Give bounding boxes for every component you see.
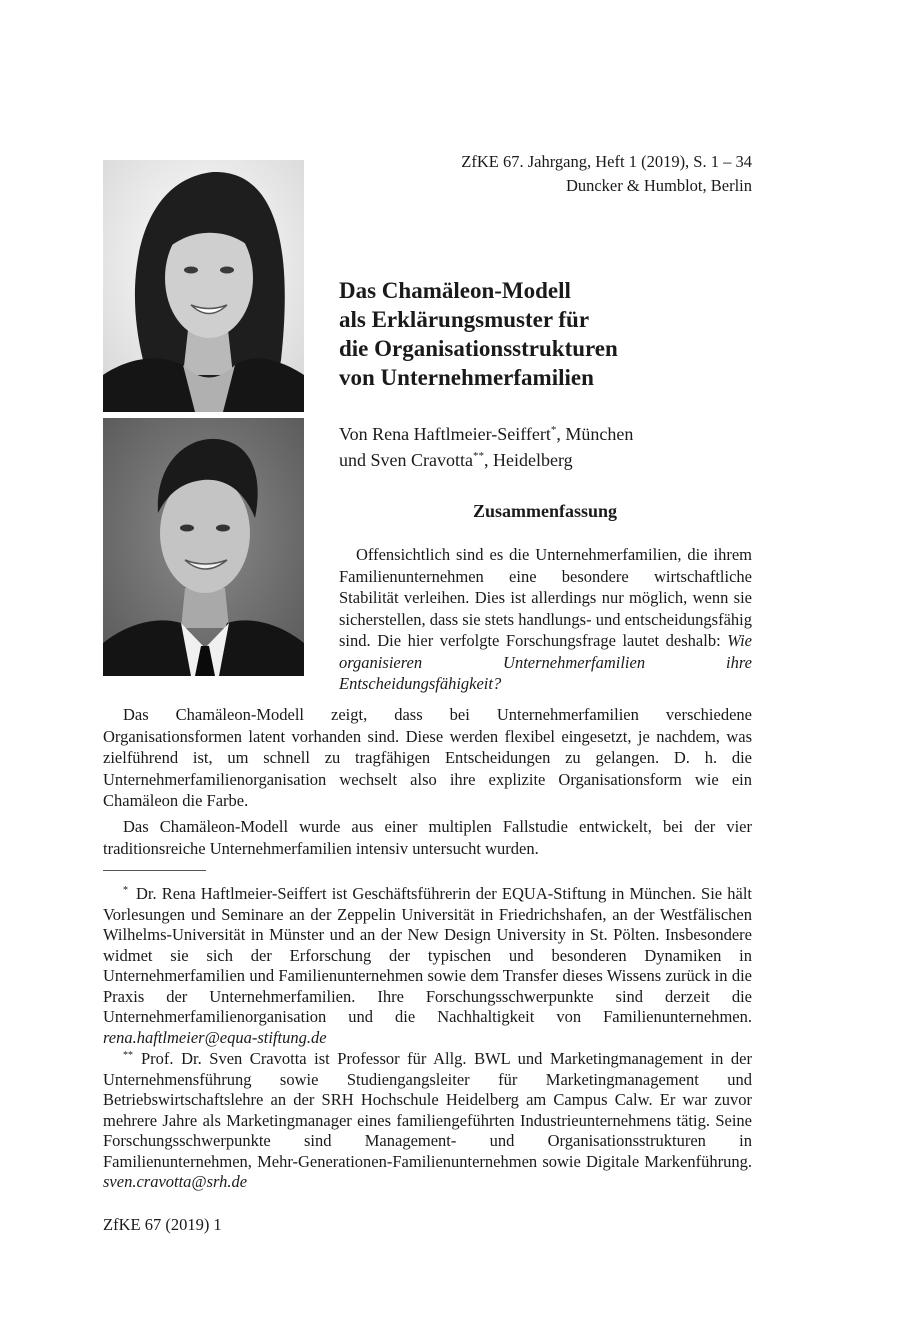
footnote-text: Prof. Dr. Sven Cravotta ist Professor für Allg. BWL und Marketingmanagement in der Unternehmensführung sowie Studiengangsleiter für Marketingmanagement und Betriebswirtschaftslehre an der SRH Hochschule Heidelberg am Campus Calw. Er war zuvor mehrere Jahre als Marketingmanager eines familiengeführten Industrieunternehmens tätig. Seine Forschungsschwerpunkte sind Management- und Organisationsstrukturen in Familienunternehmen, Mehr-Generationen-Familienunternehmen sowie Digitale Markenführung. (103, 1049, 752, 1171)
abstract-body: Offensichtlich sind es die Unternehmerfamilien, die ihrem Familienunternehmen eine besondere wirtschaftliche Stabilität verleihen. Dies ist allerdings nur möglich, wenn sie sicherstellen, dass sie stets handlungs- und entscheidungsfähig sind. Die hier verfolgte Forschungsfrage lautet deshalb: (339, 545, 752, 650)
portrait-man-image (103, 418, 304, 676)
footnote-mark: * (123, 884, 128, 896)
publisher-line: Duncker & Humblot, Berlin (565, 176, 752, 195)
portrait-woman-image (103, 160, 304, 412)
author-1-name: Von Rena Haftlmeier-Seiffert (339, 424, 551, 444)
abstract-heading: Zusammenfassung (472, 501, 618, 521)
article-title (339, 276, 759, 392)
author-2-email: sven.cravotta@srh.de (103, 1172, 248, 1191)
author-2-city: , Heidelberg (483, 450, 573, 470)
body-paragraph: Das Chamäleon-Modell zeigt, dass bei Unternehmerfamilien verschiedene Organisationsformen latent vorhanden sind. Diese werden flexibel eingesetzt, je nachdem, was zielführend ist, um schnell zu tragfähigen Entscheidungen zu gelangen. D. h. die Unternehmerfamilienorganisation wechselt also ihre explizite Organisationsform wie ein Chamäleon die Farbe. (103, 705, 752, 810)
journal-header (461, 150, 752, 198)
byline-author-1 (339, 421, 759, 447)
author-2-footnote-mark: ** (472, 450, 484, 462)
footnote-author-1 (103, 884, 752, 1048)
abstract-text (339, 544, 752, 695)
footnote-mark: ** (123, 1049, 133, 1061)
title-line-2: als Erklärungsmuster für (339, 307, 590, 332)
author-photo-cravotta (103, 418, 304, 676)
title-line-4: von Unternehmerfamilien (339, 365, 594, 390)
journal-issue-line: ZfKE 67. Jahrgang, Heft 1 (2019), S. 1 – 34 (461, 152, 752, 171)
research-question: Wie organisieren Unternehmerfamilien ihre Entscheidungsfähigkeit? (339, 631, 752, 693)
footnote-author-2 (103, 1049, 752, 1193)
byline-author-2 (339, 447, 759, 473)
author-2-name: und Sven Cravotta (339, 450, 473, 470)
author-1-email: rena.haftlmeier@equa-stiftung.de (103, 1027, 327, 1047)
author-1-footnote-mark: * (550, 424, 557, 436)
title-line-3: die Organisationsstrukturen (339, 336, 618, 361)
byline (339, 421, 759, 473)
footnote-text: Dr. Rena Haftlmeier-Seiffert ist Geschäftsführerin der EQUA-Stiftung in München. Sie hält Vorlesungen und Seminare an der Zeppelin Universität in Friedrichshafen, an der Westfälischen Wilhelms-Universität in Münster und an der New Design University in St. Pölten. Insbesondere widmet sie sich der Erforschung der typischen und besonderen Dynamiken in Unternehmerfamilien und Familienunternehmen sowie dem Transfer dieses Wissens zurück in die Praxis der Unternehmerfamilien. Ihre Forschungsschwerpunkte sind derzeit die Unternehmerfamilienorganisation und die Nachhaltigkeit von Familienunternehmen. (103, 884, 752, 1026)
page-footer: ZfKE 67 (2019) 1 (103, 1215, 222, 1234)
author-photo-haftlmeier-seiffert (103, 160, 304, 412)
body-paragraph: Das Chamäleon-Modell wurde aus einer multiplen Fallstudie entwickelt, bei der vier traditionsreiche Unternehmerfamilien intensiv untersucht wurden. (103, 817, 752, 858)
title-line-1: Das Chamäleon-Modell (339, 278, 571, 303)
footnote-divider (103, 870, 206, 871)
author-1-city: , München (556, 424, 634, 444)
